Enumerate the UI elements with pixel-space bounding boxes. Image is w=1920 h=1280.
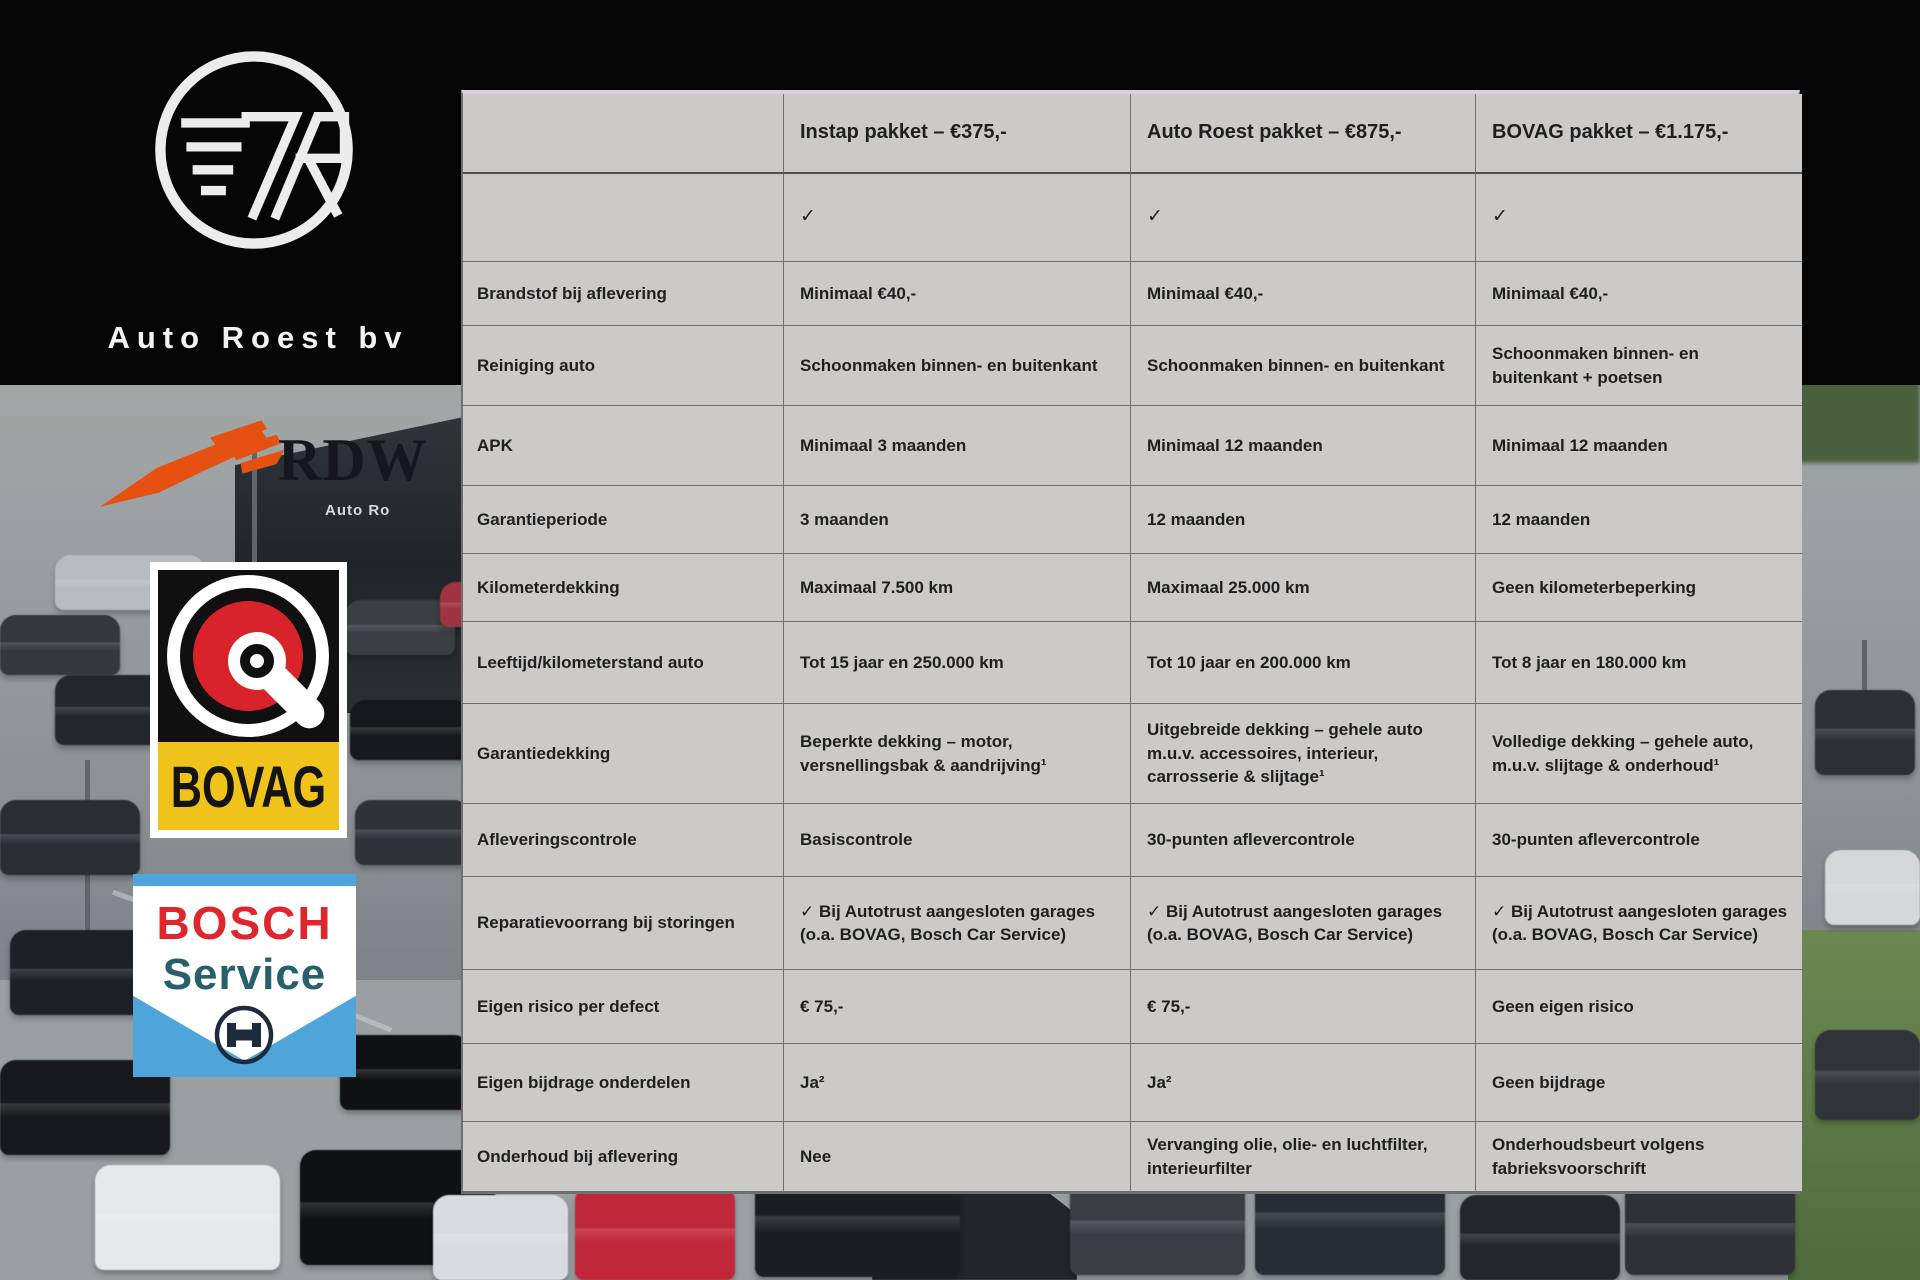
- car-shape: [1815, 1030, 1920, 1120]
- bosch-service-label: Service: [162, 950, 327, 999]
- package-header: Instap pakket – €375,-: [784, 94, 1131, 174]
- cell-value: ✓: [1476, 174, 1802, 262]
- cell-value: Maximaal 7.500 km: [784, 554, 1131, 622]
- cell-value: ✓ Bij Autotrust aangesloten garages (o.a. BOVAG, Bosch Car Service): [784, 877, 1131, 970]
- car-shape: [0, 615, 120, 675]
- rdw-label: RDW: [278, 427, 428, 493]
- cell-value: ✓ Bij Autotrust aangesloten garages (o.a. BOVAG, Bosch Car Service): [1476, 877, 1802, 970]
- hedge: [1788, 378, 1920, 463]
- car-shape: [433, 1195, 568, 1280]
- car-shape: [95, 1165, 280, 1270]
- corner-cell: [463, 94, 784, 174]
- cell-value: € 75,-: [784, 970, 1131, 1044]
- row-label: APK: [463, 406, 784, 486]
- cell-value: 12 maanden: [1476, 486, 1802, 554]
- car-shape: [355, 800, 470, 865]
- cell-value: Vervanging olie, olie- en luchtfilter, interieurfilter: [1131, 1122, 1476, 1192]
- cell-value: Schoonmaken binnen- en buitenkant + poetsen: [1476, 326, 1802, 406]
- car-shape: [1625, 1180, 1795, 1275]
- company-name: Auto Roest bv: [107, 320, 409, 355]
- cell-value: € 75,-: [1131, 970, 1476, 1044]
- comparison-table: [461, 90, 1800, 1194]
- car-shape: [1460, 1195, 1620, 1280]
- row-label: Eigen risico per defect: [463, 970, 784, 1044]
- bosch-label: BOSCH: [156, 897, 333, 949]
- rdw-logo: [98, 408, 428, 518]
- cell-value: Minimaal €40,-: [1476, 262, 1802, 326]
- cell-value: Tot 15 jaar en 250.000 km: [784, 622, 1131, 704]
- row-label: Onderhoud bij aflevering: [463, 1122, 784, 1192]
- car-shape: [340, 1035, 470, 1110]
- car-shape: [345, 600, 455, 655]
- cell-value: Schoonmaken binnen- en buitenkant: [784, 326, 1131, 406]
- cell-value: Minimaal €40,-: [784, 262, 1131, 326]
- cell-value: ✓ Bij Autotrust aangesloten garages (o.a. BOVAG, Bosch Car Service): [1131, 877, 1476, 970]
- cell-value: Minimaal 3 maanden: [784, 406, 1131, 486]
- row-label: Kilometerdekking: [463, 554, 784, 622]
- cell-value: ✓: [784, 174, 1131, 262]
- bovag-label: BOVAG: [170, 752, 327, 820]
- cell-value: Volledige dekking – gehele auto, m.u.v. slijtage & onderhoud¹: [1476, 704, 1802, 804]
- cell-value: Onderhoudsbeurt volgens fabrieksvoorschrift: [1476, 1122, 1802, 1192]
- row-label: Brandstof bij aflevering: [463, 262, 784, 326]
- cell-value: Schoonmaken binnen- en buitenkant: [1131, 326, 1476, 406]
- cell-value: Geen eigen risico: [1476, 970, 1802, 1044]
- car-shape: [350, 700, 470, 760]
- car-shape: [1825, 850, 1920, 925]
- bovag-logo: [150, 562, 347, 838]
- row-label: Reiniging auto: [463, 326, 784, 406]
- cell-value: 3 maanden: [784, 486, 1131, 554]
- rdw-wing-icon: [98, 416, 288, 516]
- row-label: Leeftijd/kilometerstand auto: [463, 622, 784, 704]
- auto-roest-logo-icon: [150, 46, 358, 254]
- bosch-service-logo: [133, 874, 356, 1077]
- cell-value: Tot 8 jaar en 180.000 km: [1476, 622, 1802, 704]
- row-label: Eigen bijdrage onderdelen: [463, 1044, 784, 1122]
- cell-value: Minimaal 12 maanden: [1131, 406, 1476, 486]
- car-shape: [0, 800, 140, 875]
- cell-value: Beperkte dekking – motor, versnellingsbak & aandrijving¹: [784, 704, 1131, 804]
- row-label: [463, 174, 784, 262]
- cell-value: Uitgebreide dekking – gehele auto m.u.v. accessoires, interieur, carrosserie & slijtage¹: [1131, 704, 1476, 804]
- cell-value: 12 maanden: [1131, 486, 1476, 554]
- cell-value: Geen kilometerbeperking: [1476, 554, 1802, 622]
- cell-value: Tot 10 jaar en 200.000 km: [1131, 622, 1476, 704]
- cell-value: 30-punten aflevercontrole: [1131, 804, 1476, 877]
- row-label: Afleveringscontrole: [463, 804, 784, 877]
- car-shape: [575, 1185, 735, 1280]
- cell-value: Nee: [784, 1122, 1131, 1192]
- cell-value: Geen bijdrage: [1476, 1044, 1802, 1122]
- cell-value: 30-punten aflevercontrole: [1476, 804, 1802, 877]
- package-header: Auto Roest pakket – €875,-: [1131, 94, 1476, 174]
- building-sign: Auto Ro: [325, 502, 391, 519]
- cell-value: Ja²: [784, 1044, 1131, 1122]
- row-label: Garantiedekking: [463, 704, 784, 804]
- bovag-emblem-icon: [158, 570, 339, 742]
- cell-value: Minimaal 12 maanden: [1476, 406, 1802, 486]
- cell-value: Minimaal €40,-: [1131, 262, 1476, 326]
- cell-value: Maximaal 25.000 km: [1131, 554, 1476, 622]
- row-label: Reparatievoorrang bij storingen: [463, 877, 784, 970]
- cell-value: Basiscontrole: [784, 804, 1131, 877]
- cell-value: ✓: [1131, 174, 1476, 262]
- cell-value: Ja²: [1131, 1044, 1476, 1122]
- package-header: BOVAG pakket – €1.175,-: [1476, 94, 1802, 174]
- row-label: Garantieperiode: [463, 486, 784, 554]
- car-shape: [1815, 690, 1915, 775]
- bosch-armature-icon: [211, 1002, 277, 1068]
